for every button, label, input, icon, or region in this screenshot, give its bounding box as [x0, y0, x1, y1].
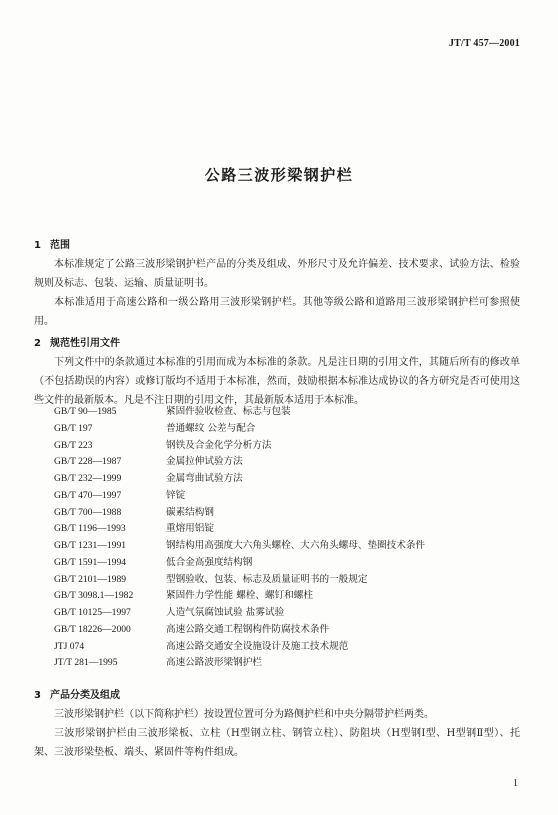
reference-item	[54, 488, 524, 505]
reference-item	[54, 622, 524, 639]
reference-code: GB/T 228—1987	[54, 456, 122, 468]
section-number: 1	[34, 240, 41, 251]
reference-title: 高速公路交通工程钢构件防腐技术条件	[166, 623, 330, 635]
scope-paragraph-1: 本标准规定了公路三波形梁钢护栏产品的分类及组成、外形尺寸及允许偏差、技术要求、试验方法、检验规则及标志、包装、运输、质量证明书。	[34, 259, 520, 289]
reference-code: GB/T 2101—1989	[54, 573, 127, 585]
reference-code: GB/T 10125—1997	[54, 607, 131, 618]
reference-title: 普通螺纹 公差与配合	[166, 422, 256, 434]
reference-item	[54, 454, 524, 471]
reference-code: JT/T 281—1995	[54, 657, 118, 669]
section-heading-normative-references	[34, 334, 120, 349]
reference-code: GB/T 223	[54, 439, 93, 451]
reference-item	[54, 538, 524, 555]
reference-title: 紧固件力学性能 螺栓、螺钉和螺柱	[166, 590, 313, 602]
reference-item	[54, 471, 524, 488]
section-heading-scope	[34, 236, 70, 251]
reference-code: GB/T 1231—1991	[54, 540, 127, 551]
section-heading-classification	[34, 686, 120, 701]
reference-title: 金属拉伸试验方法	[166, 456, 243, 468]
reference-code: GB/T 90—1985	[54, 406, 117, 417]
reference-item	[54, 572, 524, 589]
classification-paragraph-1: 三波形梁钢护栏（以下简称护栏）按设置位置可分为路侧护栏和中央分隔带护栏两类。	[54, 709, 434, 720]
reference-code: GB/T 470—1997	[54, 489, 122, 501]
page-number: 1	[513, 778, 518, 789]
reference-title: 钢铁及合金化学分析方法	[166, 439, 272, 451]
reference-item	[54, 605, 524, 622]
reference-code: GB/T 18226—2000	[54, 623, 131, 635]
reference-title: 重熔用铝锭	[166, 523, 214, 535]
reference-title: 紧固件验收检查、标志与包装	[166, 406, 291, 417]
reference-code: GB/T 232—1999	[54, 473, 122, 484]
reference-item	[54, 521, 524, 538]
reference-item	[54, 655, 524, 672]
reference-item	[54, 505, 524, 522]
reference-title: 高速公路交通安全设施设计及施工技术规范	[166, 640, 349, 652]
reference-title: 碳素结构钢	[166, 506, 214, 518]
reference-code: GB/T 1196—1993	[54, 523, 126, 535]
section-title: 产品分类及组成	[50, 690, 120, 701]
scope-paragraph-2: 本标准适用于高速公路和一级公路用三波形梁钢护栏。其他等级公路和道路用三波形梁钢护栏可参照使用。	[34, 297, 520, 327]
reference-item	[54, 421, 524, 438]
section-title: 范围	[50, 240, 70, 251]
reference-item	[54, 438, 524, 455]
reference-title: 高速公路波形梁钢护栏	[166, 657, 262, 669]
reference-code: GB/T 197	[54, 422, 93, 434]
reference-title: 人造气氛腐蚀试验 盐雾试验	[166, 607, 285, 618]
classification-paragraph-2: 三波形梁钢护栏由三波形梁板、立柱（H型钢立柱、钢管立柱）、防阻块（H型钢Ⅰ型、H型钢Ⅱ型）、托架、三波形梁垫板、端头、紧固件等构件组成。	[34, 728, 520, 758]
standard-code: JT/T 457—2001	[448, 38, 520, 49]
reference-code: JTJ 074	[54, 640, 85, 652]
reference-code: GB/T 700—1988	[54, 506, 122, 518]
references-intro-paragraph: 下列文件中的条款通过本标准的引用而成为本标准的条款。凡是注日期的引用文件，其随后所有的修改单（不包括勘误的内容）或修订版均不适用于本标准，然而，鼓励根据本标准达成协议的各方研究是否可使用这些文件的最新版本。凡是不注日期的引用文件，其最新版本适用于本标准。	[34, 357, 520, 406]
reference-title: 低合金高强度结构钢	[166, 556, 253, 568]
reference-item	[54, 404, 524, 421]
reference-title: 锌锭	[166, 489, 186, 501]
reference-list	[54, 404, 524, 672]
reference-item	[54, 588, 524, 605]
section-number: 2	[34, 338, 41, 349]
section-number: 3	[34, 690, 41, 701]
reference-code: GB/T 1591—1994	[54, 556, 127, 568]
reference-item	[54, 639, 524, 656]
reference-title: 钢结构用高强度大六角头螺栓、大六角头螺母、垫圈技术条件	[166, 540, 426, 551]
section-title: 规范性引用文件	[50, 338, 120, 349]
document-title: 公路三波形梁钢护栏	[204, 166, 354, 184]
reference-item	[54, 555, 524, 572]
reference-title: 金属弯曲试验方法	[166, 473, 243, 484]
reference-title: 型钢验收、包装、标志及质量证明书的一般规定	[166, 573, 368, 585]
reference-code: GB/T 3098.1—1982	[54, 590, 134, 602]
